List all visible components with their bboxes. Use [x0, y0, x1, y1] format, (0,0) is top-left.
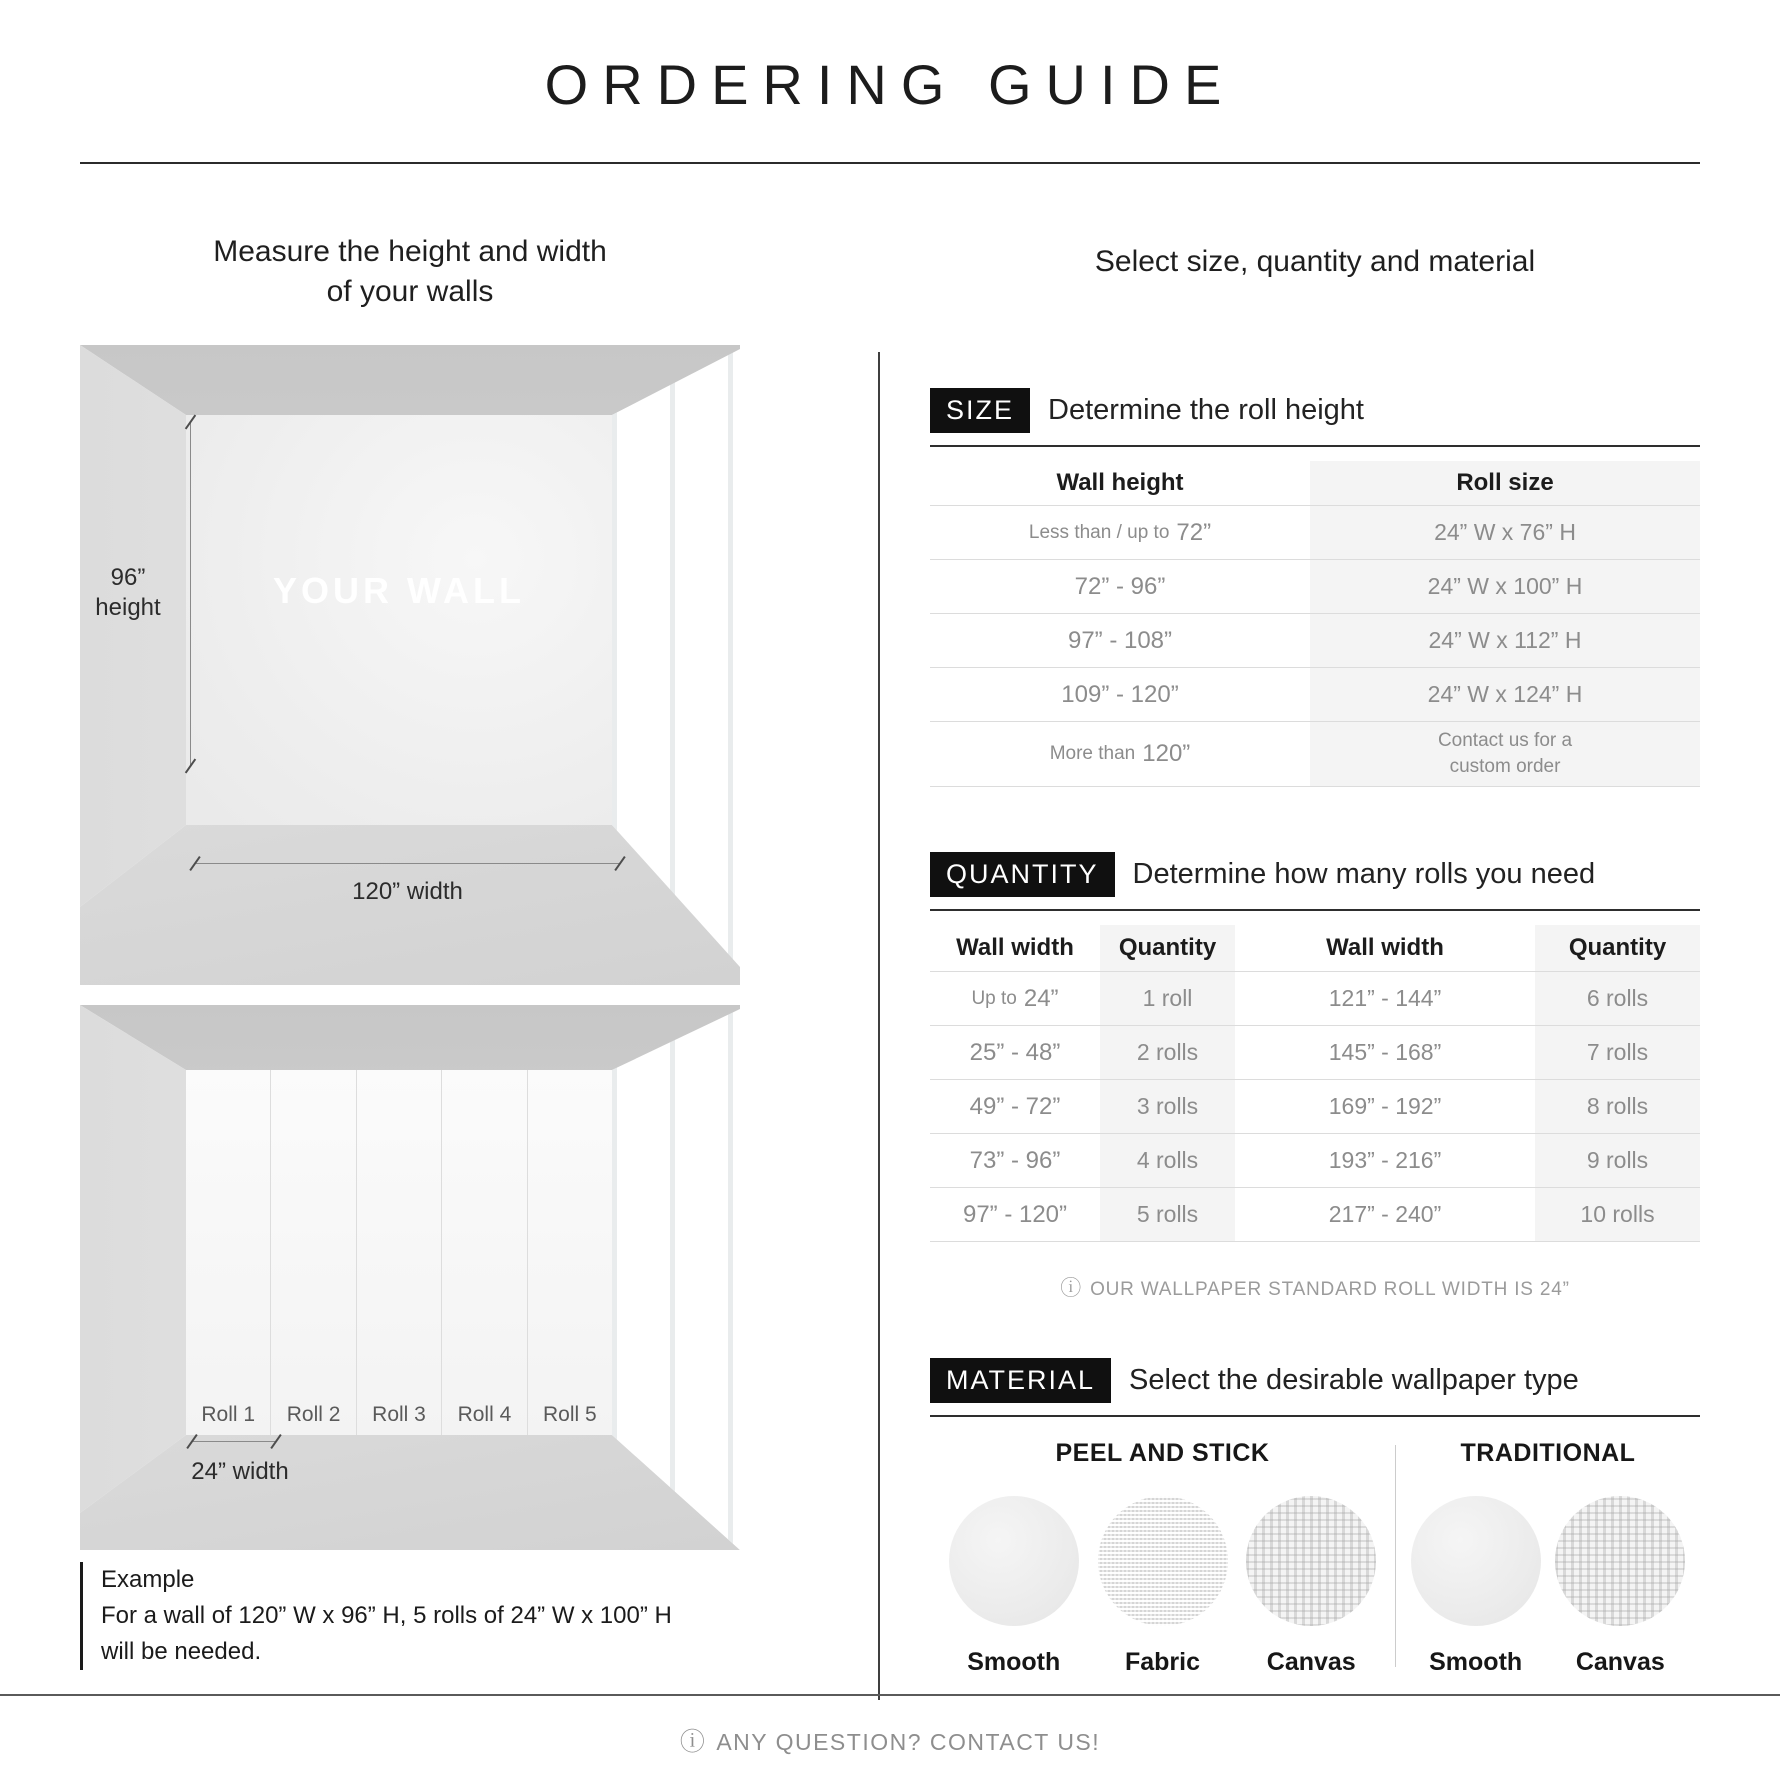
height-dimension-line: [190, 423, 191, 765]
size-row: [930, 668, 1700, 722]
quantity-row: [930, 1080, 1700, 1134]
quantity-row: [930, 1134, 1700, 1188]
roll-size-cell: 24” W x 112” H: [1310, 614, 1700, 667]
canvas-texture-swatch: [1555, 1496, 1685, 1626]
wall-width-cell: 25” - 48”: [969, 1038, 1061, 1066]
quantity-cell: 5 rolls: [1100, 1188, 1235, 1241]
roll-size-cell: 24” W x 124” H: [1310, 668, 1700, 721]
example-line2: will be needed.: [101, 1638, 262, 1665]
roll-label: Roll 3: [372, 1403, 426, 1426]
left-heading-line1: Measure the height and width: [213, 235, 607, 268]
roll-panel-4: [442, 1070, 527, 1435]
swatch-row: [1396, 1496, 1700, 1677]
quantity-col-quantity-1: Quantity: [1100, 925, 1235, 971]
quantity-section: [930, 852, 1700, 1242]
size-row: [930, 722, 1700, 787]
quantity-col-wall-width-1: Wall width: [956, 934, 1074, 961]
material-groups: [930, 1439, 1700, 1677]
quantity-cell: 10 rolls: [1535, 1188, 1700, 1241]
left-heading-line2: of your walls: [326, 274, 494, 308]
roll-size-cell: 24” W x 76” H: [1310, 506, 1700, 559]
material-group-traditional: [1396, 1439, 1700, 1677]
room-back-wall: [186, 415, 612, 827]
quantity-cell: 6 rolls: [1535, 972, 1700, 1025]
roll-size-cell: 24” W x 100” H: [1310, 560, 1700, 613]
column-divider: [878, 352, 880, 1700]
example-note: [80, 1562, 740, 1670]
page-title: ORDERING GUIDE: [544, 53, 1236, 116]
size-section-title: Determine the roll height: [1048, 394, 1364, 426]
smooth-texture-swatch: [1411, 1496, 1541, 1626]
quantity-cell: 1 roll: [1100, 972, 1235, 1025]
swatch-smooth: Smooth: [949, 1496, 1079, 1677]
right-column-heading: Select size, quantity and material: [1094, 245, 1536, 278]
roll-panel-2: [271, 1070, 356, 1435]
quantity-row: [930, 972, 1700, 1026]
standard-roll-width-note: [930, 1272, 1700, 1302]
roll-label: Roll 1: [201, 1403, 256, 1426]
size-table-header-row: [930, 461, 1700, 506]
footer-contact-note: [0, 1722, 1780, 1758]
footer-divider: [0, 1694, 1780, 1696]
your-wall-label: YOUR WALL: [273, 570, 525, 611]
material-group-peel-and-stick: [930, 1439, 1395, 1677]
quantity-cell: 8 rolls: [1535, 1080, 1700, 1133]
height-word: height: [95, 594, 161, 621]
roll-label: Roll 5: [542, 1403, 597, 1426]
note-text: OUR WALLPAPER STANDARD ROLL WIDTH IS 24”: [1090, 1279, 1570, 1300]
width-dimension-line: [195, 863, 620, 864]
quantity-section-title: Determine how many rolls you need: [1132, 858, 1596, 890]
roll-panel-3: [357, 1070, 442, 1435]
wall-height-cell: Less than / up to 72”: [1028, 518, 1212, 546]
footer-label: ANY QUESTION? CONTACT US!: [716, 1729, 1101, 1755]
size-section: [930, 388, 1700, 787]
size-col-wall-height: Wall height: [1056, 469, 1184, 496]
height-dimension-label: [80, 563, 176, 623]
quantity-cell: 2 rolls: [1100, 1026, 1235, 1079]
quantity-cell: 3 rolls: [1100, 1080, 1235, 1133]
size-col-roll-size: Roll size: [1310, 461, 1700, 505]
roll-width-dimension-label: 24” width: [191, 1458, 289, 1485]
wall-height-cell: More than 120”: [1049, 740, 1191, 767]
wall-width-cell: 193” - 216”: [1328, 1147, 1442, 1173]
example-line1: For a wall of 120” W x 96” H, 5 rolls of 24” W x 100” H: [101, 1602, 672, 1629]
size-badge: SIZE: [930, 388, 1030, 433]
material-group-name: TRADITIONAL: [1460, 1439, 1636, 1467]
size-row: [930, 506, 1700, 560]
wall-width-cell: 217” - 240”: [1328, 1201, 1442, 1227]
left-column-heading: [80, 232, 740, 311]
wall-width-cell: 145” - 168”: [1328, 1039, 1442, 1065]
quantity-row: [930, 1188, 1700, 1242]
roll-size-cell: Contact us for a custom order: [1310, 722, 1700, 786]
material-section-title: Select the desirable wallpaper type: [1129, 1364, 1579, 1396]
quantity-badge: QUANTITY: [930, 852, 1115, 897]
material-group-name: PEEL AND STICK: [1055, 1439, 1270, 1467]
room-illustration-rolls: [80, 1005, 740, 1550]
size-section-header: [930, 388, 1700, 447]
size-row: [930, 614, 1700, 668]
fabric-texture-swatch: [1098, 1496, 1228, 1626]
wall-width-cell: Up to 24”: [971, 984, 1059, 1012]
material-section: [930, 1358, 1700, 1677]
width-dimension-label: 120” width: [352, 878, 463, 905]
swatch-smooth: Smooth: [1411, 1496, 1541, 1677]
swatch-canvas: Canvas: [1555, 1496, 1685, 1677]
material-badge: MATERIAL: [930, 1358, 1111, 1403]
smooth-texture-swatch: [949, 1496, 1079, 1626]
quantity-col-wall-width-2: Wall width: [1326, 934, 1444, 961]
info-icon: ⓘ: [679, 1728, 707, 1756]
wall-width-cell: 97” - 120”: [962, 1200, 1068, 1228]
quantity-table: [930, 925, 1700, 1242]
roll-panel-5: [528, 1070, 612, 1435]
quantity-cell: 4 rolls: [1100, 1134, 1235, 1187]
swatch-fabric: Fabric: [1098, 1496, 1228, 1677]
wall-width-cell: 49” - 72”: [969, 1092, 1061, 1120]
wall-width-cell: 121” - 144”: [1328, 985, 1442, 1011]
roll-label: Roll 2: [286, 1403, 341, 1426]
size-table: [930, 461, 1700, 787]
quantity-cell: 7 rolls: [1535, 1026, 1700, 1079]
swatch-canvas: Canvas: [1246, 1496, 1376, 1677]
canvas-texture-swatch: [1246, 1496, 1376, 1626]
roll-label: Roll 4: [457, 1403, 512, 1426]
quantity-col-quantity-2: Quantity: [1535, 925, 1700, 971]
quantity-row: [930, 1026, 1700, 1080]
wall-height-cell: 109” - 120”: [1061, 680, 1179, 708]
wall-height-cell: 72” - 96”: [1074, 572, 1166, 600]
swatch-row: [930, 1496, 1395, 1677]
roll-width-dimension-line: [192, 1441, 276, 1442]
height-value: 96”: [110, 564, 146, 591]
material-section-header: [930, 1358, 1700, 1417]
title-divider: [80, 162, 1700, 164]
roll-panel-1: [186, 1070, 271, 1435]
quantity-cell: 9 rolls: [1535, 1134, 1700, 1187]
quantity-section-header: [930, 852, 1700, 911]
room-illustration-measure: [80, 345, 740, 985]
roll-panels: [186, 1070, 612, 1435]
wall-height-cell: 97” - 108”: [1067, 626, 1173, 654]
quantity-table-header-row: [930, 925, 1700, 972]
example-title: Example: [101, 1566, 195, 1593]
info-icon: ⓘ: [1060, 1277, 1083, 1300]
wall-width-cell: 73” - 96”: [969, 1146, 1061, 1174]
wall-width-cell: 169” - 192”: [1328, 1093, 1442, 1119]
size-row: [930, 560, 1700, 614]
